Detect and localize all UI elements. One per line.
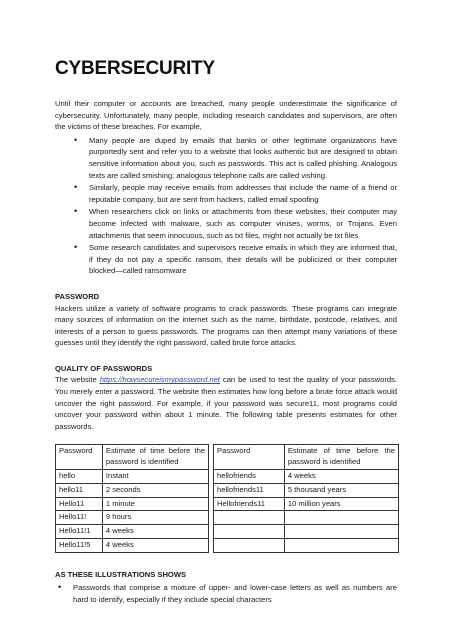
password-estimates-table — [55, 444, 399, 552]
table-cell — [214, 511, 285, 525]
table-cell: hellofriends — [214, 470, 285, 484]
table-row — [56, 525, 399, 539]
table-cell: 9 hours — [102, 511, 208, 525]
password-paragraph: Hackers utilize a variety of software programs to crack passwords. These programs can integrate many sources of information on the internet such as the name, birthdate, postcode, relatives, and interests of a person to guess passwords. The programs can then attempt many variations of these guesses until they identify the right password, called brute force attacks. — [55, 303, 397, 348]
quality-heading: QUALITY OF PASSWORDS — [55, 363, 153, 373]
table-cell: 2 seconds — [102, 483, 208, 497]
table-cell — [214, 539, 285, 553]
table-cell — [214, 525, 285, 539]
table-cell: 10 million years — [284, 497, 398, 511]
table-row — [56, 511, 399, 525]
quality-text-prefix: The website — [55, 375, 100, 385]
intro-bullet-ransomware: • Some research candidates and supervisors receive emails in which they are informed that, if they do not pay a specific ransom, their details will be publicized or their computer blocked—called ransomware — [89, 242, 397, 277]
quality-paragraph — [55, 374, 397, 432]
password-heading: PASSWORD — [55, 291, 100, 301]
table-header-row — [56, 445, 399, 470]
table-cell: 4 weeks — [284, 470, 398, 484]
table-cell: Hello11 — [56, 497, 103, 511]
illustrations-heading: AS THESE ILLUSTRATIONS SHOWS — [55, 569, 187, 579]
table-cell: Hello11!1 — [56, 525, 103, 539]
table-cell: hellofriends11 — [214, 483, 285, 497]
table-cell: 4 weeks — [102, 525, 208, 539]
table-cell: 4 weeks — [102, 539, 208, 553]
table-cell: Instant — [102, 470, 208, 484]
table-cell — [284, 511, 398, 525]
table-cell: 1 minute — [102, 497, 208, 511]
illustrations-bullet: • Passwords that comprise a mixture of upper- and lower-case letters as well as numbers are hard to identify, especially if they include special characters — [73, 582, 397, 605]
table-cell — [284, 539, 398, 553]
table-header-cell: Estimate of time before the password is identified — [284, 445, 398, 470]
intro-bullet-spoofing: • Similarly, people may receive emails from addresses that include the name of a friend or reputable company, but are sent from hackers, called email spoofing — [89, 182, 397, 205]
table-cell: 5 thousand years — [284, 483, 398, 497]
table-cell: Hello11! — [56, 511, 103, 525]
table-row — [56, 497, 399, 511]
intro-paragraph: Until their computer or accounts are breached, many people underestimate the significance of cybersecurity. Unfortunately, many people, including research candidates and supervisors, are often the victims of these breaches. For example, — [55, 99, 397, 132]
table-cell: Hello11!5 — [56, 539, 103, 553]
illustrations-bullet-list — [55, 582, 397, 605]
password-checker-link[interactable]: https://howsecureismypassword.net — [99, 375, 220, 385]
table-header-cell: Estimate of time before the password is identified — [102, 445, 208, 470]
table-header-cell: Password — [214, 445, 285, 470]
table-cell: Hellofriends11 — [214, 497, 285, 511]
table-cell: hello11 — [56, 483, 103, 497]
intro-bullet-malware: • When researchers click on links or attachments from these websites, their computer may become infected with malware, such as computer viruses, worms, or Trojans. Even attachments that seem innocuous, such as txt files, might not actually be txt files — [89, 206, 397, 241]
table-header-cell: Password — [56, 445, 103, 470]
table-row — [56, 539, 399, 553]
table-cell: hello — [56, 470, 103, 484]
table-cell — [284, 525, 398, 539]
table-row — [56, 483, 399, 497]
table-row — [56, 470, 399, 484]
intro-bullet-list — [55, 135, 397, 277]
intro-bullet-phishing: • Many people are duped by emails that banks or other legitimate organizations have purportedly sent and refer you to a website that looks authentic but are designed to obtain sensitive information about you, such as passwords. This act is called phishing. Analogous texts are called smishing; analogous telephone calls are called vishing. — [89, 135, 397, 181]
page-title: CYBERSECURITY — [55, 58, 215, 79]
quality-text-suffix: can be used to test the quality of your passwords. You merely enter a password. The website then estimates how long before a brute force attack would uncover the right password. For example, if your password was secure11, most programs could uncover your password within about 1 minute. The following table presents estimates for other passwords. — [55, 375, 397, 431]
